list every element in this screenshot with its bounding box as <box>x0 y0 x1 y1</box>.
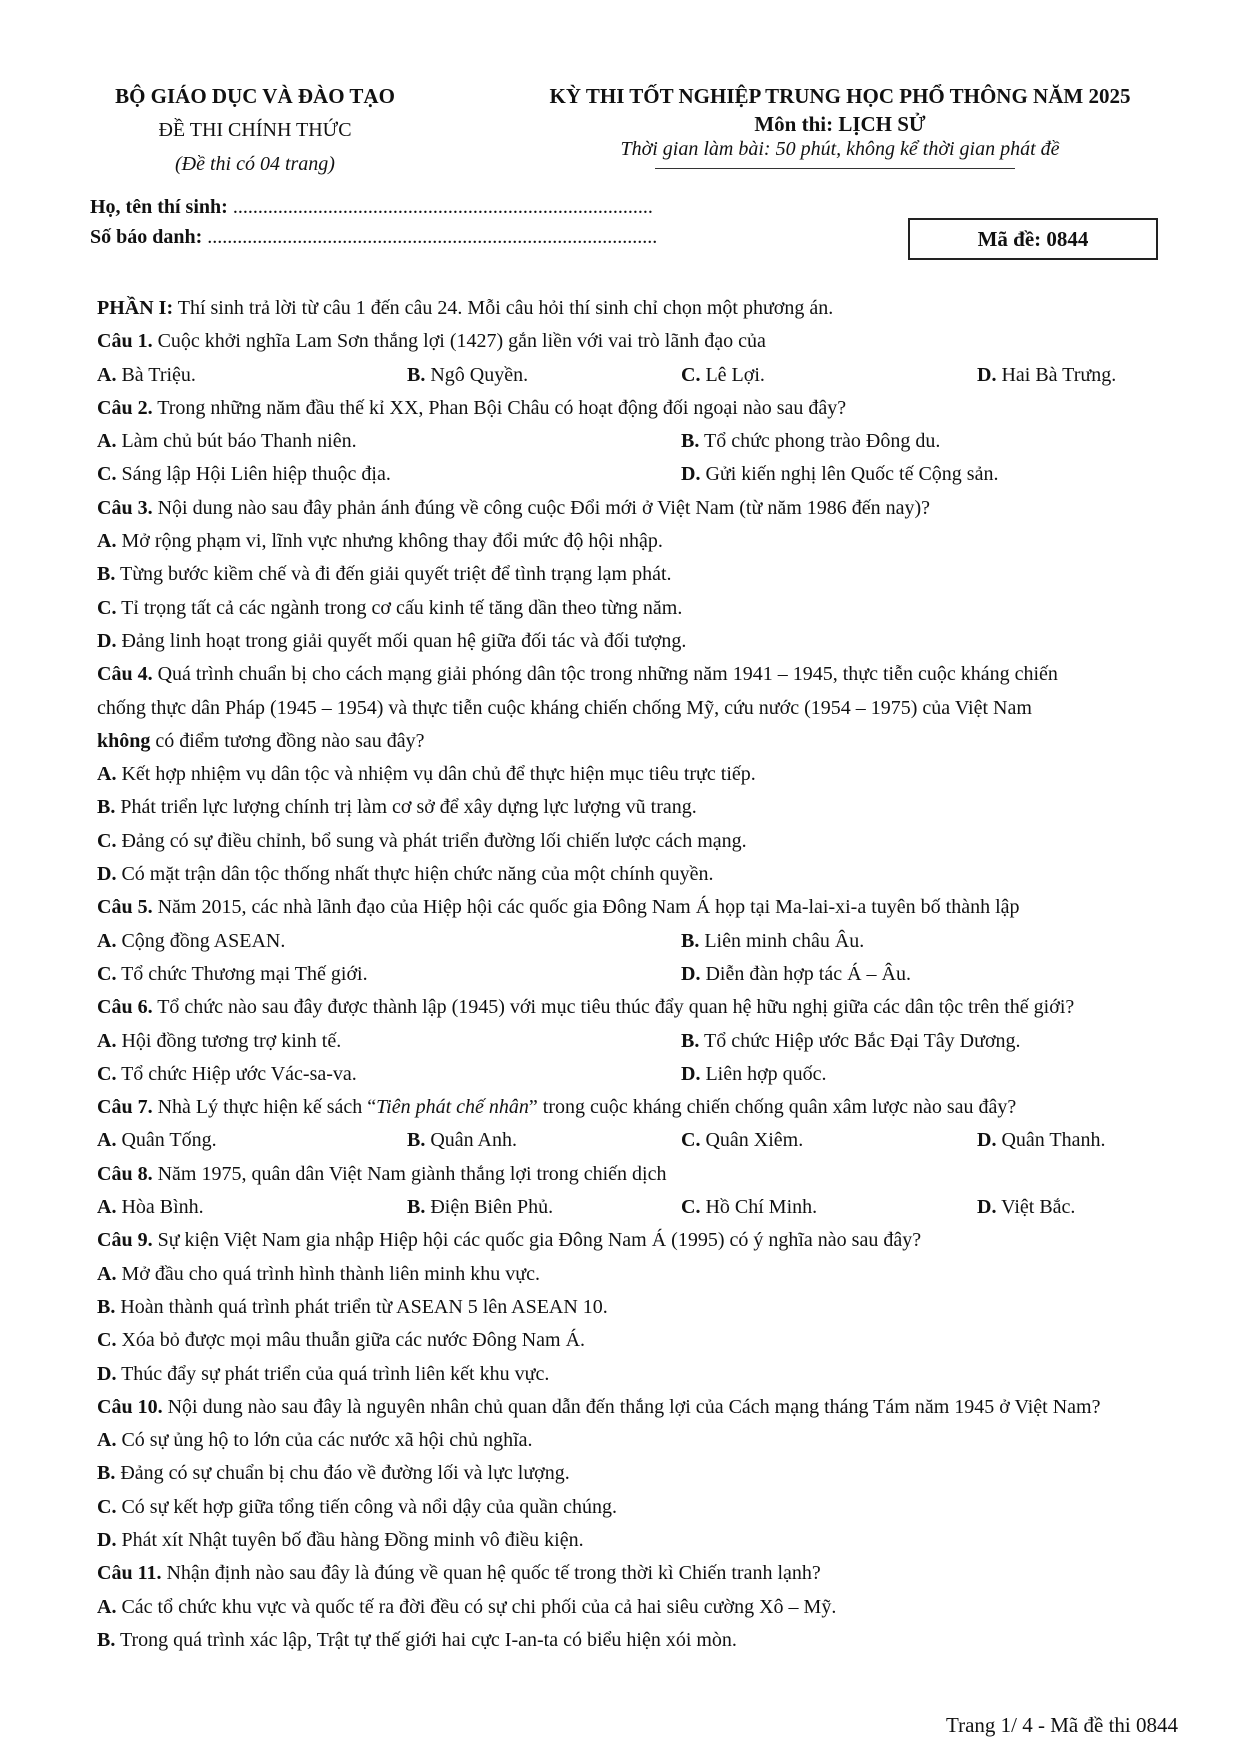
part-instructions: Thí sinh trả lời từ câu 1 đến câu 24. Mỗi câu hỏi thí sinh chỉ chọn một phương án. <box>173 297 834 319</box>
option-text: Kết hợp nhiệm vụ dân tộc và nhiệm vụ dân chủ để thực hiện mục tiêu trực tiếp. <box>116 763 756 786</box>
option-letter: B. <box>407 1129 426 1152</box>
option-letter: A. <box>97 430 117 453</box>
option-letter: B. <box>97 1295 116 1318</box>
part-heading <box>97 292 1177 325</box>
option-text: Làm chủ bút báo Thanh niên. <box>116 430 357 453</box>
option-letter: D. <box>97 1362 117 1385</box>
option-letter: B. <box>97 563 116 586</box>
question-text: Nội dung nào sau đây phản ánh đúng về công cuộc Đổi mới ở Việt Nam (từ năm 1986 đến nay)? <box>152 496 931 519</box>
options-row <box>97 1624 1177 1657</box>
options-row <box>97 1358 1177 1391</box>
options-row <box>97 1324 1177 1357</box>
candidate-id-label: Số báo danh: <box>90 226 203 248</box>
option-text: Quân Anh. <box>425 1129 518 1152</box>
question-label: Câu 2. <box>97 396 153 419</box>
options-row <box>97 1424 1177 1457</box>
ministry-name: BỘ GIÁO DỤC VÀ ĐÀO TẠO <box>115 84 395 108</box>
question-stem <box>97 1224 1177 1257</box>
option-text: Có mặt trận dân tộc thống nhất thực hiện chức năng của một chính quyền. <box>116 863 714 886</box>
option-letter: A. <box>97 929 117 952</box>
question-stem-line <box>97 692 1177 725</box>
options-row <box>97 1291 1177 1324</box>
question-text: có điểm tương đồng nào sau đây? <box>150 729 425 752</box>
question-stem <box>97 392 1177 425</box>
candidate-name-label: Họ, tên thí sinh: <box>90 196 228 218</box>
options-row <box>97 791 1177 824</box>
answer-option <box>681 1191 817 1224</box>
answer-option <box>97 930 285 952</box>
exam-code-box <box>908 218 1158 260</box>
options-row <box>97 958 1177 991</box>
options-row <box>97 1591 1177 1624</box>
option-text: Hai Bà Trưng. <box>996 363 1117 386</box>
answer-option <box>97 597 682 619</box>
answer-option <box>97 1191 204 1224</box>
answer-option <box>681 925 864 958</box>
question-text: ” trong cuộc kháng chiến chống quân xâm lược nào sau đây? <box>528 1096 1017 1119</box>
question-text: chống thực dân Pháp (1945 – 1954) và thực tiễn cuộc kháng chiến chống Mỹ, cứu nước (1954 – 1975) của Việt Nam <box>97 696 1032 719</box>
candidate-id-row <box>90 226 657 249</box>
options-row <box>97 592 1177 625</box>
answer-option <box>97 1462 570 1484</box>
question-stem <box>97 492 1177 525</box>
option-text: Hoàn thành quá trình phát triển từ ASEAN 5 lên ASEAN 10. <box>115 1295 608 1318</box>
option-text: Mở đầu cho quá trình hình thành liên minh khu vực. <box>116 1262 541 1285</box>
option-letter: C. <box>97 962 117 985</box>
option-text: Phát xít Nhật tuyên bố đầu hàng Đồng minh vô điều kiện. <box>116 1528 584 1551</box>
option-text: Sáng lập Hội Liên hiệp thuộc địa. <box>116 463 391 486</box>
options-row <box>97 858 1177 891</box>
answer-option <box>977 359 1116 392</box>
option-text: Hồ Chí Minh. <box>700 1196 818 1219</box>
question-label: Câu 3. <box>97 496 153 519</box>
option-text: Quân Thanh. <box>996 1129 1106 1152</box>
page-footer: Trang 1/ 4 - Mã đề thi 0844 <box>946 1713 1178 1737</box>
option-text: Các tổ chức khu vực và quốc tế ra đời đều có sự chi phối của cả hai siêu cường Xô – Mỹ. <box>116 1595 837 1618</box>
question-label: Câu 11. <box>97 1562 162 1585</box>
option-letter: A. <box>97 1196 117 1219</box>
answer-option <box>97 530 663 552</box>
answer-option <box>407 1191 553 1224</box>
candidate-name-row <box>90 196 653 219</box>
options-row <box>97 825 1177 858</box>
option-letter: D. <box>681 463 701 486</box>
option-letter: D. <box>97 863 117 886</box>
question-stem <box>97 658 1177 691</box>
option-text: Thúc đẩy sự phát triển của quá trình liên kết khu vực. <box>116 1362 550 1385</box>
option-letter: D. <box>681 962 701 985</box>
option-text: Quân Tống. <box>116 1129 217 1152</box>
option-text: Điện Biên Phủ. <box>425 1196 554 1219</box>
options-row <box>97 1258 1177 1291</box>
option-letter: C. <box>681 1129 701 1152</box>
candidate-name-dots: .................................................................................... <box>232 196 653 218</box>
options-row <box>97 758 1177 791</box>
question-label: Câu 6. <box>97 996 153 1019</box>
question-text: Quá trình chuẩn bị cho cách mạng giải phóng dân tộc trong những năm 1941 – 1945, thực tiễn cuộc kháng chiến <box>152 663 1058 686</box>
option-text: Ngô Quyền. <box>425 363 529 386</box>
question-text: Nhận định nào sau đây là đúng về quan hệ quốc tế trong thời kì Chiến tranh lạnh? <box>161 1562 821 1585</box>
option-letter: B. <box>681 929 700 952</box>
answer-option <box>681 1058 827 1091</box>
answer-option <box>97 763 756 785</box>
question-stem-line <box>97 725 1177 758</box>
question-label: Câu 7. <box>97 1096 153 1119</box>
option-letter: C. <box>97 1062 117 1085</box>
question-stem <box>97 1158 1177 1191</box>
option-letter: A. <box>97 363 117 386</box>
answer-option <box>977 1191 1075 1224</box>
question-text: Cuộc khởi nghĩa Lam Sơn thắng lợi (1427) gắn liền với vai trò lãnh đạo của <box>152 330 766 353</box>
option-text: Tổ chức phong trào Đông du. <box>699 430 941 453</box>
option-text: Hòa Bình. <box>116 1196 204 1219</box>
question-stem <box>97 991 1177 1024</box>
answer-option <box>97 1596 836 1618</box>
option-letter: D. <box>681 1062 701 1085</box>
answer-option <box>97 1030 341 1052</box>
question-text: Nhà Lý thực hiện kế sách “ <box>152 1096 377 1119</box>
option-text: Phát triển lực lượng chính trị làm cơ sở để xây dựng lực lượng vũ trang. <box>115 796 697 819</box>
option-text: Đảng linh hoạt trong giải quyết mối quan hệ giữa đối tác và đối tượng. <box>116 629 687 652</box>
option-letter: B. <box>407 1196 426 1219</box>
candidate-id-dots: .......................................................................................... <box>207 226 658 248</box>
question-text: Tổ chức nào sau đây được thành lập (1945) với mục tiêu thúc đẩy quan hệ hữu nghị giữa các dân tộc trên thế giới? <box>152 996 1075 1019</box>
question-label: Câu 9. <box>97 1229 153 1252</box>
question-stem <box>97 891 1177 924</box>
option-letter: B. <box>681 430 700 453</box>
option-text: Trong quá trình xác lập, Trật tự thế giới hai cực I-an-ta có biểu hiện xói mòn. <box>115 1628 737 1651</box>
option-letter: C. <box>97 1329 117 1352</box>
question-text: Năm 1975, quân dân Việt Nam giành thắng lợi trong chiến dịch <box>152 1162 667 1185</box>
option-text: Liên minh châu Âu. <box>699 929 865 952</box>
option-letter: C. <box>681 363 701 386</box>
option-letter: B. <box>97 796 116 819</box>
option-letter: C. <box>97 463 117 486</box>
answer-option <box>97 1529 584 1551</box>
question-text: Trong những năm đầu thế kỉ XX, Phan Bội Châu có hoạt động đối ngoại nào sau đây? <box>152 396 847 419</box>
option-text: Tổ chức Thương mại Thế giới. <box>116 962 368 985</box>
answer-option <box>407 1124 517 1157</box>
options-row <box>97 458 1177 491</box>
answer-option <box>97 430 357 452</box>
option-letter: C. <box>97 1495 117 1518</box>
option-text: Mở rộng phạm vi, lĩnh vực nhưng không thay đổi mức độ hội nhập. <box>116 530 663 553</box>
exam-title: KỲ THI TỐT NGHIỆP TRUNG HỌC PHỔ THÔNG NĂM 2025 <box>549 84 1131 108</box>
answer-option <box>97 1063 357 1085</box>
option-letter: B. <box>97 1628 116 1651</box>
option-text: Diễn đàn hợp tác Á – Âu. <box>700 962 911 985</box>
answer-option <box>681 359 765 392</box>
option-letter: D. <box>977 1129 997 1152</box>
answer-option <box>97 1329 585 1351</box>
answer-option <box>407 359 528 392</box>
answer-option <box>97 1124 217 1157</box>
option-text: Gửi kiến nghị lên Quốc tế Cộng sản. <box>700 463 999 486</box>
answer-option <box>681 1124 803 1157</box>
option-text: Có sự ủng hộ to lớn của các nước xã hội chủ nghĩa. <box>116 1429 533 1452</box>
answer-option <box>97 863 714 885</box>
question-label: Câu 10. <box>97 1395 163 1418</box>
options-row <box>97 425 1177 458</box>
option-letter: A. <box>97 1429 117 1452</box>
options-row <box>97 359 1177 392</box>
answer-option <box>97 830 747 852</box>
option-letter: C. <box>97 596 117 619</box>
answer-option <box>97 630 686 652</box>
answer-option <box>681 458 998 491</box>
option-letter: B. <box>681 1029 700 1052</box>
options-row <box>97 1524 1177 1557</box>
answer-option <box>97 796 697 818</box>
question-stem <box>97 1091 1177 1124</box>
question-stem <box>97 1557 1177 1590</box>
options-row <box>97 1491 1177 1524</box>
option-text: Bà Triệu. <box>116 363 196 386</box>
question-label: Câu 4. <box>97 663 153 686</box>
options-row <box>97 925 1177 958</box>
official-exam-label: ĐỀ THI CHÍNH THỨC <box>158 119 352 141</box>
options-row <box>97 525 1177 558</box>
option-letter: D. <box>977 363 997 386</box>
option-text: Liên hợp quốc. <box>700 1062 827 1085</box>
subject-label: Môn thi: LỊCH SỬ <box>754 112 926 136</box>
option-text: Quân Xiêm. <box>700 1129 804 1152</box>
options-row <box>97 558 1177 591</box>
question-text: Sự kiện Việt Nam gia nhập Hiệp hội các quốc gia Đông Nam Á (1995) có ý nghĩa nào sau đây? <box>152 1229 922 1252</box>
answer-option <box>97 563 672 585</box>
option-text: Tổ chức Hiệp ước Vác-sa-va. <box>116 1062 357 1085</box>
option-letter: A. <box>97 530 117 553</box>
header-divider <box>655 168 1015 169</box>
answer-option <box>97 1429 533 1451</box>
option-letter: D. <box>97 629 117 652</box>
option-letter: A. <box>97 763 117 786</box>
option-letter: D. <box>97 1528 117 1551</box>
option-text: Tổ chức Hiệp ước Bắc Đại Tây Dương. <box>699 1029 1021 1052</box>
question-stem <box>97 325 1177 358</box>
question-quote: Tiên phát chế nhân <box>376 1096 529 1119</box>
option-text: Đảng có sự chuẩn bị chu đáo về đường lối và lực lượng. <box>115 1462 570 1485</box>
options-row <box>97 1457 1177 1490</box>
option-letter: A. <box>97 1262 117 1285</box>
options-row <box>97 1124 1177 1157</box>
answer-option <box>97 963 368 985</box>
question-label: Câu 5. <box>97 896 153 919</box>
question-list <box>97 292 1177 1657</box>
options-row <box>97 1025 1177 1058</box>
answer-option <box>97 1263 540 1285</box>
question-text: Năm 2015, các nhà lãnh đạo của Hiệp hội các quốc gia Đông Nam Á họp tại Ma-lai-xi-a tuyên bố thành lập <box>152 896 1020 919</box>
option-letter: C. <box>97 829 117 852</box>
option-letter: A. <box>97 1129 117 1152</box>
option-text: Việt Bắc. <box>996 1196 1076 1219</box>
answer-option <box>97 359 196 392</box>
question-label: Câu 1. <box>97 330 153 353</box>
question-emphasis: không <box>97 729 151 752</box>
option-text: Cộng đồng ASEAN. <box>116 929 286 952</box>
answer-option <box>97 1629 737 1651</box>
options-row <box>97 1058 1177 1091</box>
question-stem <box>97 1391 1177 1424</box>
option-text: Đảng có sự điều chỉnh, bổ sung và phát triển đường lối chiến lược cách mạng. <box>116 829 747 852</box>
option-letter: B. <box>407 363 426 386</box>
answer-option <box>97 1296 608 1318</box>
option-letter: A. <box>97 1029 117 1052</box>
option-text: Lê Lợi. <box>700 363 765 386</box>
answer-option <box>977 1124 1106 1157</box>
time-note: Thời gian làm bài: 50 phút, không kể thời gian phát đề <box>620 138 1060 160</box>
answer-option <box>97 1496 617 1518</box>
option-letter: C. <box>681 1196 701 1219</box>
option-text: Có sự kết hợp giữa tổng tiến công và nổi dậy của quần chúng. <box>116 1495 617 1518</box>
question-label: Câu 8. <box>97 1162 153 1185</box>
options-row <box>97 1191 1177 1224</box>
option-letter: B. <box>97 1462 116 1485</box>
option-letter: A. <box>97 1595 117 1618</box>
option-text: Xóa bỏ được mọi mâu thuẫn giữa các nước Đông Nam Á. <box>116 1329 586 1352</box>
answer-option <box>681 958 911 991</box>
exam-code: Mã đề: 0844 <box>977 226 1089 251</box>
answer-option <box>681 425 940 458</box>
answer-option <box>681 1025 1021 1058</box>
option-text: Từng bước kiềm chế và đi đến giải quyết triệt để tình trạng lạm phát. <box>115 563 672 586</box>
option-text: Hội đồng tương trợ kinh tế. <box>116 1029 342 1052</box>
part-label: PHẦN I: <box>97 297 174 319</box>
question-text: Nội dung nào sau đây là nguyên nhân chủ quan dẫn đến thắng lợi của Cách mạng tháng Tám năm 1945 ở Việt Nam? <box>162 1395 1101 1418</box>
page-count-note: (Đề thi có 04 trang) <box>175 153 335 175</box>
option-text: Tỉ trọng tất cả các ngành trong cơ cấu kinh tế tăng dần theo từng năm. <box>116 596 683 619</box>
option-letter: D. <box>977 1196 997 1219</box>
options-row <box>97 625 1177 658</box>
answer-option <box>97 463 391 485</box>
answer-option <box>97 1363 549 1385</box>
